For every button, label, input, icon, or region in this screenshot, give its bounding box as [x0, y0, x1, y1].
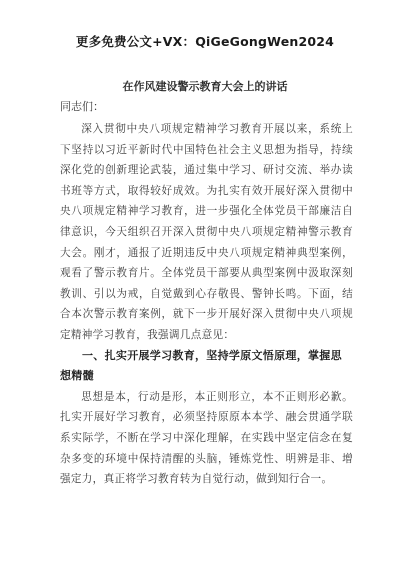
section-heading-1: 一、扎实开展学习教育，坚持学原文悟原理，掌握思想精髓 [60, 348, 342, 383]
body-paragraph-2: 思想是本，行动是形，本正则形立，本不正则形必歉。扎实开展好学习教育，必须坚持原原本本学、融会贯通学联系实际学，不断在学习中深化理解，在实践中坚定信念在复杂多变的环境中保持清醒的头脑，锤炼党性、明辨是非、增强定力，真正将学习教育转为自觉行动，做到知行合一。 [60, 390, 353, 486]
body-paragraph-1: 深入贯彻中央八项规定精神学习教育开展以来，系统上下坚持以习近平新时代中国特色社会主义思想为指导，持续深化党的创新理论武装，通过集中学习、研讨交流、举办读书班等方式，取得较好成效。为扎实有效开展好深入贯彻中央八项规定精神学习教育，进一步强化全体党员干部廉洁自律意识，今天组织召开深入贯彻中央八项规定精神警示教育大会。刚才，通报了近期违反中央八项规定精神典型案例，观看了警示教育片。全体党员干部要从典型案例中汲取深刻教训、引以为戒，自觉戴到心存敬畏、警钟长鸣。下面，结合本次警示教育案例，就下一步开展好深入贯彻中央八项规定精神学习教育，我强调几点意见： [60, 123, 353, 341]
document-body [60, 99, 353, 490]
salutation: 同志们： [60, 100, 104, 113]
watermark-header: 更多免费公文+VX：QiGeGongWen2024 [75, 34, 335, 49]
document-title: 在作风建设警示教育大会上的讲话 [122, 80, 288, 93]
